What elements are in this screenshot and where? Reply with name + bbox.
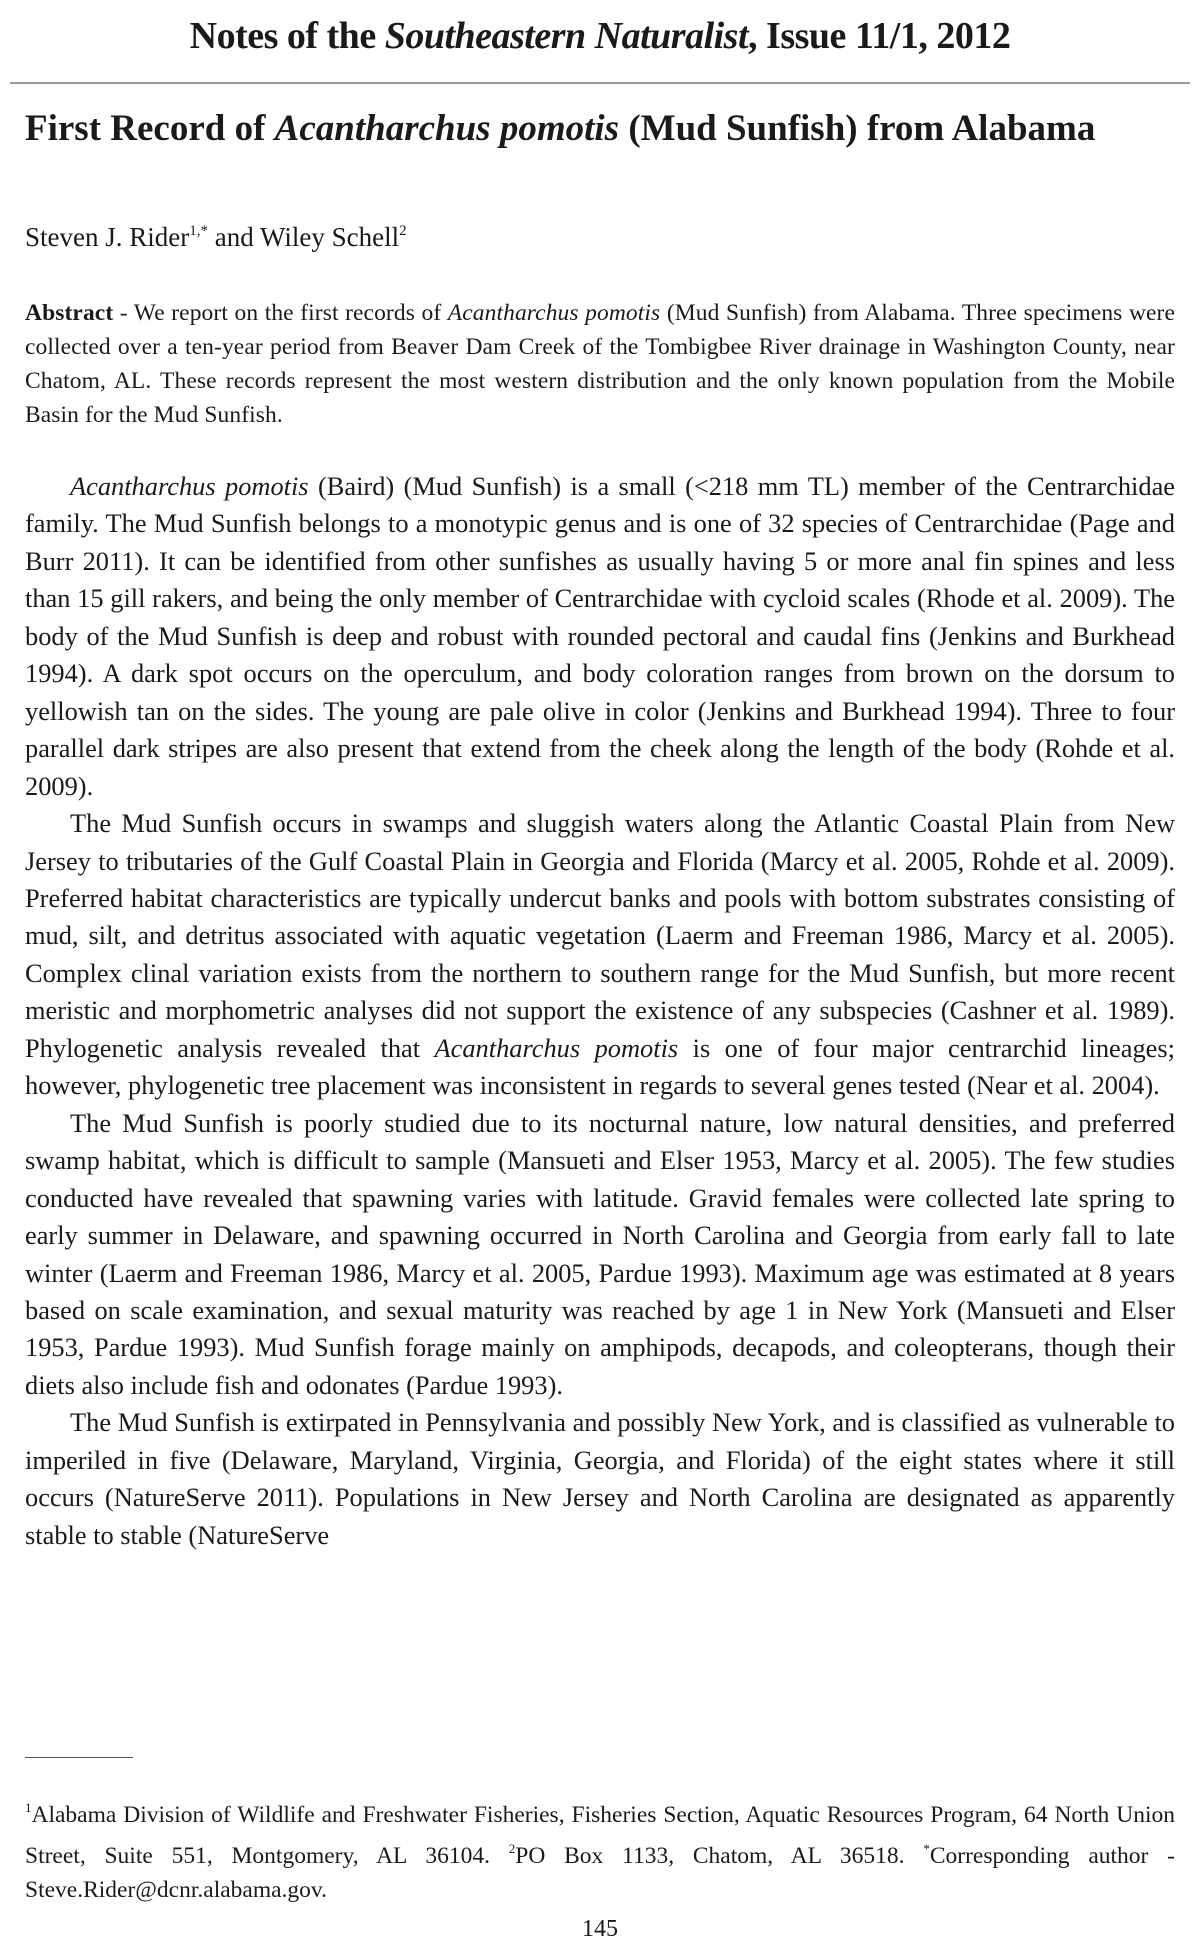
running-head	[0, 14, 1200, 58]
header-rule	[10, 82, 1190, 84]
issue-info: , Issue 11/1, 2012	[748, 15, 1011, 57]
footnote-mark: *	[923, 1841, 930, 1856]
author-affiliation-mark: 2	[399, 223, 407, 239]
title-prefix: First Record of	[25, 108, 275, 149]
author-joiner: and	[207, 222, 260, 252]
species-name: Acantharchus pomotis	[70, 471, 309, 501]
article-title	[25, 104, 1155, 153]
paragraph-text: is one of four major centrarchid lineages; however, phylogenetic tree placement was inconsistent in regards to several genes tested (Near et al. 2004).	[25, 1032, 1175, 1101]
article-body	[25, 468, 1175, 1554]
footnote-text: PO Box 1133, Chatom, AL 36518.	[515, 1843, 924, 1869]
abstract-species: Acantharchus pomotis	[447, 300, 661, 326]
journal-name: Southeastern Naturalist	[384, 15, 749, 57]
footnote-rule	[25, 1757, 133, 1758]
page-number: 145	[582, 1916, 618, 1942]
paragraph-text: The Mud Sunfish is extirpated in Pennsylvania and possibly New York, and is classified as vulnerable to imperiled in five (Delaware, Maryland, Virginia, Georgia, and Florida) of the eight states where it still occurs (NatureServe 2011). Populations in New Jersey and North Carolina are designated as apparently stable to stable (NatureServe	[25, 1407, 1175, 1550]
paragraph-text: (Baird) (Mud Sunfish) is a small (<218 mm TL) member of the Centrarchidae family. The Mud Sunfish belongs to a monotypic genus and is one of 32 species of Centrarchidae (Page and Burr 2011). It can be identified from other sunfishes as usually having 5 or more anal fin spines and less than 15 gill rakers, and being the only member of Centrarchidae with cycloid scales (Rhode et al. 2009). The body of the Mud Sunfish is deep and robust with rounded pectoral and caudal fins (Jenkins and Burkhead 1994). A dark spot occurs on the operculum, and body coloration ranges from brown on the dorsum to yellowish tan on the sides. The young are pale olive in color (Jenkins and Burkhead 1994). Three to four parallel dark stripes are also present that extend from the cheek along the length of the body (Rohde et al. 2009).	[25, 471, 1176, 801]
running-head-prefix: Notes of the	[189, 15, 385, 57]
title-species: Acantharchus pomotis	[274, 108, 620, 149]
paragraph	[25, 1105, 1175, 1405]
author-name: Wiley Schell	[259, 222, 400, 252]
abstract-text: We report on the first records of	[133, 300, 448, 326]
paragraph	[25, 1404, 1175, 1554]
paragraph	[25, 468, 1175, 805]
abstract-label: Abstract	[25, 300, 114, 326]
abstract	[25, 296, 1175, 432]
footnote-text: Alabama Division of Wildlife and Freshwater Fisheries, Fisheries Section, Aquatic Resources Program, 64 North Union Street, Suite 551, Montgomery, AL 36104.	[25, 1802, 1175, 1869]
paragraph-text: The Mud Sunfish occurs in swamps and sluggish waters along the Atlantic Coastal Plain from New Jersey to tributaries of the Gulf Coastal Plain in Georgia and Florida (Marcy et al. 2005, Rohde et al. 2009). Preferred habitat characteristics are typically undercut banks and pools with bottom substrates consisting of mud, silt, and detritus associated with aquatic vegetation (Laerm and Freeman 1986, Marcy et al. 2005). Complex clinal variation exists from the northern to southern range for the Mud Sunfish, but more recent meristic and morphometric analyses did not support the existence of any subspecies (Cashner et al. 1989). Phylogenetic analysis revealed that	[25, 808, 1175, 1063]
author-list	[25, 222, 407, 253]
species-name: Acantharchus pomotis	[434, 1032, 679, 1063]
abstract-dash: -	[113, 300, 134, 326]
abstract-text: (Mud Sunfish) from Alabama. Three specimens were collected over a ten-year period from Beaver Dam Creek of the Tombigbee River drainage in Washington County, near Chatom, AL. These records represent the most western distribution and the only known population from the Mobile Basin for the Mud Sunfish.	[25, 300, 1175, 428]
footnote-mark: 2	[508, 1841, 516, 1856]
paragraph	[25, 805, 1175, 1105]
footnote-text: Corresponding author - Steve.Rider@dcnr.alabama.gov.	[25, 1843, 1175, 1903]
author-affiliation-mark: 1,*	[189, 223, 208, 239]
author-name: Steven J. Rider	[25, 222, 190, 252]
footnotes	[25, 1791, 1175, 1907]
footnote-mark: 1	[25, 1800, 32, 1815]
title-suffix: (Mud Sunfish) from Alabama	[619, 108, 1096, 149]
paragraph-text: The Mud Sunfish is poorly studied due to its nocturnal nature, low natural densities, and preferred swamp habitat, which is difficult to sample (Mansueti and Elser 1953, Marcy et al. 2005). The few studies conducted have revealed that spawning varies with latitude. Gravid females were collected late spring to early summer in Delaware, and spawning occurred in North Carolina and Georgia from early fall to late winter (Laerm and Freeman 1986, Marcy et al. 2005, Pardue 1993). Maximum age was estimated at 8 years based on scale examination, and sexual maturity was reached by age 1 in New York (Mansueti and Elser 1953, Pardue 1993). Mud Sunfish forage mainly on amphipods, decapods, and coleopterans, though their diets also include fish and odonates (Pardue 1993).	[25, 1107, 1175, 1400]
